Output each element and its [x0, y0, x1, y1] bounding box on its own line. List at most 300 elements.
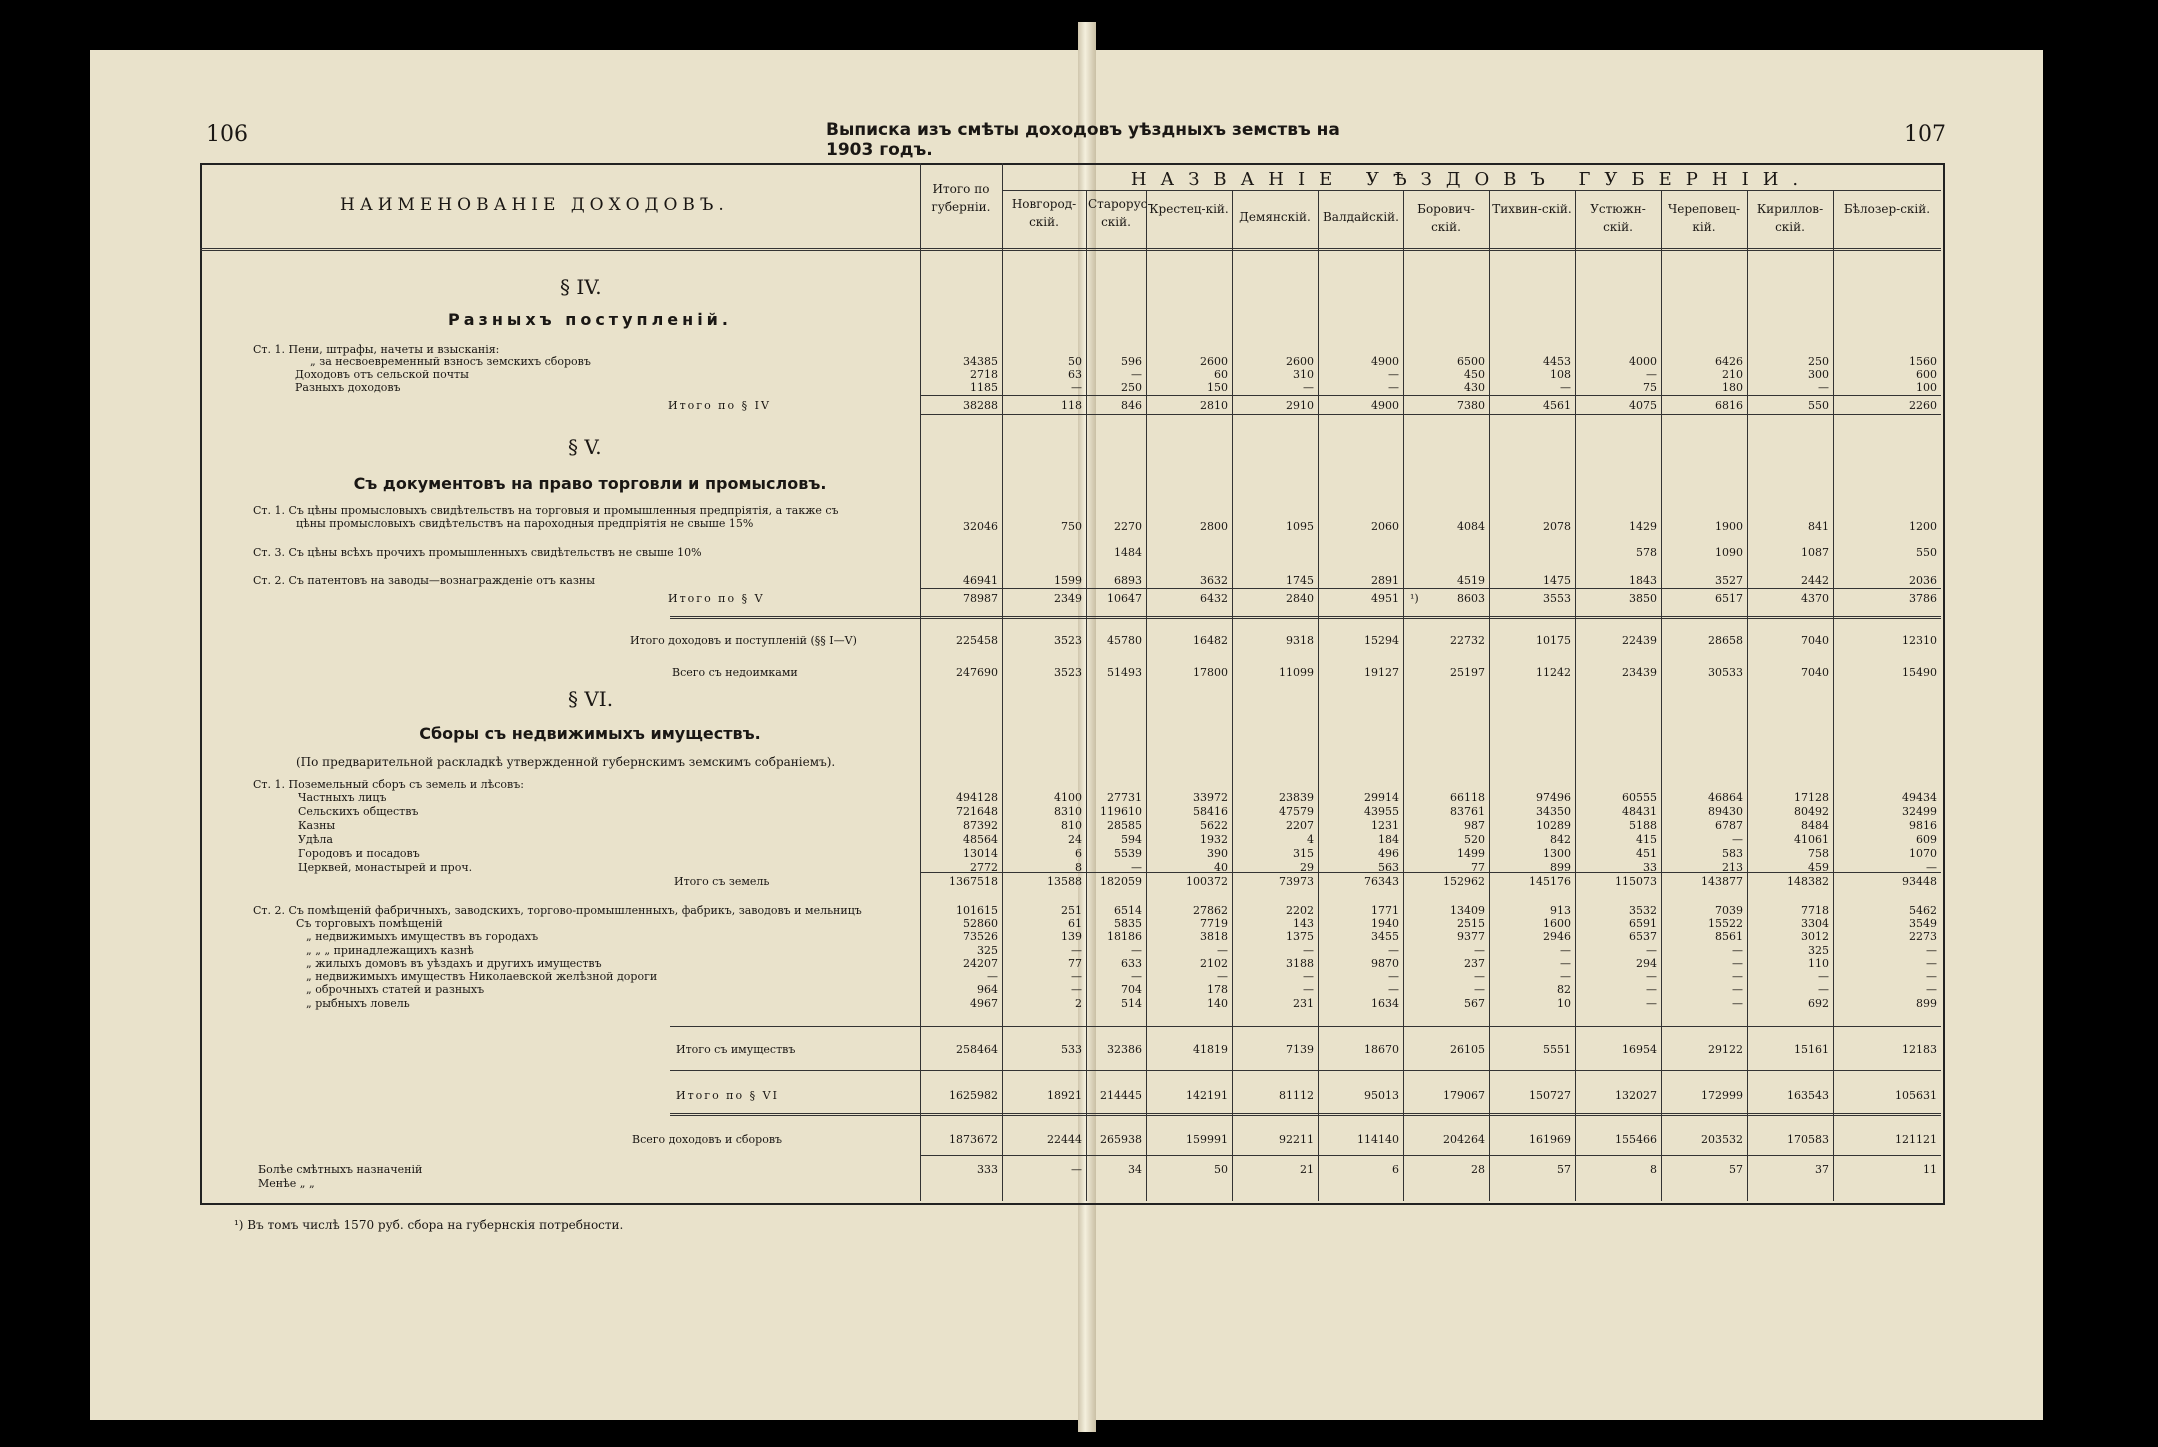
cell-value: 15522: [1708, 917, 1743, 930]
cell-value: 2772: [970, 861, 998, 874]
cell-value: 29914: [1364, 791, 1399, 804]
cell-value: —: [1071, 944, 1082, 957]
cell-value: 496: [1378, 847, 1399, 860]
cell-value: 315: [1293, 847, 1314, 860]
cell-value: —: [1818, 381, 1829, 394]
cell-value: 810: [1061, 819, 1082, 832]
cell-value: 2600: [1200, 355, 1228, 368]
cell-value: 23439: [1622, 666, 1657, 679]
cell-value: —: [1732, 983, 1743, 996]
cell-value: 152962: [1443, 875, 1485, 888]
cell-value: 1625982: [949, 1089, 998, 1102]
cell-value: 964: [977, 983, 998, 996]
cell-value: 7139: [1286, 1043, 1314, 1056]
cell-value: 22444: [1047, 1133, 1082, 1146]
cell-value: 8603: [1457, 592, 1485, 605]
cell-value: 118: [1061, 399, 1082, 412]
cell-value: 2946: [1543, 930, 1571, 943]
cell-value: 119610: [1100, 805, 1142, 818]
cell-value: —: [1131, 861, 1142, 874]
cell-value: 251: [1061, 904, 1082, 917]
cell-value: 1843: [1629, 574, 1657, 587]
cell-value: —: [1474, 970, 1485, 983]
cell-value: 3523: [1054, 634, 1082, 647]
cell-value: —: [1818, 983, 1829, 996]
cell-value: 6517: [1715, 592, 1743, 605]
cell-value: 4519: [1457, 574, 1485, 587]
cell-value: 1095: [1286, 520, 1314, 533]
row-label: „ недвижимыхъ имуществъ Николаевской желѣзной дороги: [306, 970, 658, 983]
cell-value: 3632: [1200, 574, 1228, 587]
cell-value: 913: [1550, 904, 1571, 917]
cell-value: 609: [1916, 833, 1937, 846]
cell-value: 7718: [1801, 904, 1829, 917]
row-sep: [670, 1070, 1941, 1071]
cell-value: 2078: [1543, 520, 1571, 533]
cell-value: 7039: [1715, 904, 1743, 917]
cell-value: 450: [1464, 368, 1485, 381]
row-label: „ рыбныхъ ловель: [306, 997, 410, 1010]
cell-value: 34385: [963, 355, 998, 368]
cell-value: 41061: [1794, 833, 1829, 846]
cell-value: —: [1303, 983, 1314, 996]
cell-value: 6514: [1114, 904, 1142, 917]
cell-value: —: [1131, 368, 1142, 381]
cell-value: 3523: [1054, 666, 1082, 679]
cell-value: 23839: [1279, 791, 1314, 804]
footnote: ¹) Въ томъ числѣ 1570 руб. сбора на губернскія потребности.: [234, 1218, 624, 1232]
cell-value: 4: [1307, 833, 1314, 846]
cell-value: 179067: [1443, 1089, 1485, 1102]
cell-value: 5462: [1909, 904, 1937, 917]
cell-value: 2270: [1114, 520, 1142, 533]
cell-value: 83761: [1450, 805, 1485, 818]
cell-value: 33972: [1193, 791, 1228, 804]
cell-value: 4967: [970, 997, 998, 1010]
cell-value: 6: [1392, 1163, 1399, 1176]
cell-value: 2515: [1457, 917, 1485, 930]
cell-value: 3527: [1715, 574, 1743, 587]
district-group-header: НАЗВАНІЕ УѢЗДОВЪ ГУБЕРНІИ.: [1130, 169, 1813, 190]
cell-value: 161969: [1529, 1133, 1571, 1146]
cell-value: 563: [1378, 861, 1399, 874]
cell-value: 24207: [963, 957, 998, 970]
cell-value: —: [1071, 983, 1082, 996]
row-label: „ „ „ принадлежащихъ казнѣ: [306, 944, 474, 957]
cell-value: 4084: [1457, 520, 1485, 533]
cell-value: 987: [1464, 819, 1485, 832]
cell-value: 250: [1121, 381, 1142, 394]
cell-value: 163543: [1787, 1089, 1829, 1102]
cell-value: 4000: [1629, 355, 1657, 368]
cell-value: 76343: [1364, 875, 1399, 888]
row-sep: [920, 1155, 1941, 1156]
cell-value: 750: [1061, 520, 1082, 533]
cell-value: 178: [1207, 983, 1228, 996]
cell-value: 10289: [1536, 819, 1571, 832]
cell-value: 721648: [956, 805, 998, 818]
cell-value: 43955: [1364, 805, 1399, 818]
row-label: Доходовъ отъ сельской почты: [295, 368, 469, 381]
row-label: Ст. 2. Съ помѣщеній фабричныхъ, заводскихъ, торгово-промышленныхъ, фабрикъ, заводовъ и мельницъ: [253, 904, 862, 917]
cell-value: —: [1560, 381, 1571, 394]
cell-value: 49434: [1902, 791, 1937, 804]
cell-value: 48431: [1622, 805, 1657, 818]
cell-value: 333: [977, 1163, 998, 1176]
cell-value: 8: [1075, 861, 1082, 874]
cell-value: 430: [1464, 381, 1485, 394]
row-label: Итого съ имуществъ: [676, 1043, 796, 1056]
cell-value: 5539: [1114, 847, 1142, 860]
cell-value: 172999: [1701, 1089, 1743, 1102]
cell-value: 2260: [1909, 399, 1937, 412]
cell-value: 66118: [1450, 791, 1485, 804]
cell-value: 6432: [1200, 592, 1228, 605]
cell-value: 34: [1128, 1163, 1142, 1176]
cell-value: 92211: [1279, 1133, 1314, 1146]
cell-value: —: [1646, 983, 1657, 996]
cell-value: 19127: [1364, 666, 1399, 679]
cell-value: 3188: [1286, 957, 1314, 970]
cell-value: 2800: [1200, 520, 1228, 533]
cell-value: 80492: [1794, 805, 1829, 818]
cell-value: 1200: [1909, 520, 1937, 533]
cell-value: —: [1388, 970, 1399, 983]
cell-value: 1429: [1629, 520, 1657, 533]
cell-value: —: [1303, 944, 1314, 957]
cell-value: 5551: [1543, 1043, 1571, 1056]
cell-value: 51493: [1107, 666, 1142, 679]
cell-value: —: [987, 970, 998, 983]
cell-value: 50: [1214, 1163, 1228, 1176]
cell-value: 5622: [1200, 819, 1228, 832]
cell-value: 3012: [1801, 930, 1829, 943]
cell-value: 1070: [1909, 847, 1937, 860]
cell-value: —: [1560, 957, 1571, 970]
row-label: Разныхъ доходовъ: [295, 381, 401, 394]
cell-value: 87392: [963, 819, 998, 832]
cell-value: 1873672: [949, 1133, 998, 1146]
cell-value: 150: [1207, 381, 1228, 394]
cell-value: —: [1388, 381, 1399, 394]
cell-value: 3786: [1909, 592, 1937, 605]
cell-value: 2060: [1371, 520, 1399, 533]
cell-value: 18921: [1047, 1089, 1082, 1102]
cell-value: 250: [1808, 355, 1829, 368]
cell-value: 2: [1075, 997, 1082, 1010]
cell-value: 30533: [1708, 666, 1743, 679]
cell-value: 18186: [1107, 930, 1142, 943]
cell-value: 11242: [1536, 666, 1571, 679]
cell-value: 204264: [1443, 1133, 1485, 1146]
cell-value: —: [1131, 944, 1142, 957]
total-label: Итого по § IV: [668, 399, 771, 412]
cell-value: 390: [1207, 847, 1228, 860]
cell-value: 28: [1471, 1163, 1485, 1176]
cell-value: —: [1926, 944, 1937, 957]
section-iv-symbol: § IV.: [560, 275, 602, 299]
cell-value: 265938: [1100, 1133, 1142, 1146]
row-label: Итого доходовъ и поступленій (§§ I—V): [630, 634, 857, 647]
cell-value: 22732: [1450, 634, 1485, 647]
row-label: Итого съ земель: [674, 875, 770, 888]
cell-value: 494128: [956, 791, 998, 804]
cell-value: 5835: [1114, 917, 1142, 930]
cell-value: 97496: [1536, 791, 1571, 804]
cell-value: 17128: [1794, 791, 1829, 804]
row-label: „ недвижимыхъ имуществъ въ городахъ: [306, 930, 539, 943]
cell-value: 578: [1636, 546, 1657, 559]
cell-value: 52860: [963, 917, 998, 930]
cell-value: 1940: [1371, 917, 1399, 930]
cell-value: 46864: [1708, 791, 1743, 804]
cell-value: 46941: [963, 574, 998, 587]
cell-value: —: [1071, 1163, 1082, 1176]
left-page-number: 106: [206, 122, 248, 147]
cell-value: 846: [1121, 399, 1142, 412]
cell-value: 3455: [1371, 930, 1399, 943]
row-label: Всего доходовъ и сборовъ: [632, 1133, 783, 1146]
cell-value: 4561: [1543, 399, 1571, 412]
cell-value: —: [1732, 957, 1743, 970]
cell-value: 16954: [1622, 1043, 1657, 1056]
cell-value: 145176: [1529, 875, 1571, 888]
cell-value: 13014: [963, 847, 998, 860]
row-sep: [670, 1113, 1941, 1116]
district-header: Крестец-кій.: [1149, 202, 1229, 216]
cell-value: 81112: [1279, 1089, 1314, 1102]
cell-value: 57: [1729, 1163, 1743, 1176]
cell-value: 3850: [1629, 592, 1657, 605]
cell-value: 45780: [1107, 634, 1142, 647]
row-label: „ оброчныхъ статей и разныхъ: [306, 983, 485, 996]
cell-value: 75: [1643, 381, 1657, 394]
cell-value: 28658: [1708, 634, 1743, 647]
cell-value: 24: [1068, 833, 1082, 846]
cell-value: 82: [1557, 983, 1571, 996]
cell-value: 231: [1293, 997, 1314, 1010]
row-label: Менѣе „ „: [258, 1177, 315, 1190]
cell-value: 29122: [1708, 1043, 1743, 1056]
cell-value: 899: [1550, 861, 1571, 874]
section-vi-title: Сборы съ недвижимыхъ имуществъ.: [419, 724, 761, 743]
cell-value: 2810: [1200, 399, 1228, 412]
cell-value: 40: [1214, 861, 1228, 874]
cell-value: 77: [1471, 861, 1485, 874]
cell-value: 182059: [1100, 875, 1142, 888]
cell-value: 4900: [1371, 399, 1399, 412]
cell-value: 1771: [1371, 904, 1399, 917]
cell-value: 6537: [1629, 930, 1657, 943]
cell-value: 101615: [956, 904, 998, 917]
row-label: Удѣла: [298, 833, 333, 846]
cell-value: 3818: [1200, 930, 1228, 943]
cell-value: 60555: [1622, 791, 1657, 804]
cell-value: 1375: [1286, 930, 1314, 943]
cell-value: 32046: [963, 520, 998, 533]
cell-value: 459: [1808, 861, 1829, 874]
cell-value: 170583: [1787, 1133, 1829, 1146]
cell-value: 1900: [1715, 520, 1743, 533]
cell-value: 4900: [1371, 355, 1399, 368]
cell-value: 61: [1068, 917, 1082, 930]
cell-value: 89430: [1708, 805, 1743, 818]
cell-value: 132027: [1615, 1089, 1657, 1102]
cell-value: 13588: [1047, 875, 1082, 888]
cell-value: —: [1303, 381, 1314, 394]
cell-value: —: [1388, 368, 1399, 381]
cell-value: 48564: [963, 833, 998, 846]
cell-value: 57: [1557, 1163, 1571, 1176]
cell-value: 27731: [1107, 791, 1142, 804]
cell-value: 842: [1550, 833, 1571, 846]
cell-value: 16482: [1193, 634, 1228, 647]
district-header: Череповец-кій.: [1667, 202, 1740, 234]
cell-value: 3304: [1801, 917, 1829, 930]
cell-value: 8561: [1715, 930, 1743, 943]
row-sep: [920, 395, 1941, 396]
cell-value: 50: [1068, 355, 1082, 368]
cell-value: 1367518: [949, 875, 998, 888]
row-label: Частныхъ лицъ: [298, 791, 387, 804]
total-label: Итого по § V: [668, 592, 765, 605]
cell-value: —: [1474, 944, 1485, 957]
cell-value: 294: [1636, 957, 1657, 970]
cell-value: 29: [1300, 861, 1314, 874]
district-header: Старорус-скій.: [1088, 197, 1152, 229]
cell-value: 95013: [1364, 1089, 1399, 1102]
header-bottom: [200, 248, 1941, 251]
cell-value: —: [1646, 997, 1657, 1010]
cell-value: 325: [1808, 944, 1829, 957]
cell-value: 15490: [1902, 666, 1937, 679]
cell-value: 596: [1121, 355, 1142, 368]
cell-value: 594: [1121, 833, 1142, 846]
cell-value: 7040: [1801, 666, 1829, 679]
cell-value: 148382: [1787, 875, 1829, 888]
cell-value: 100372: [1186, 875, 1228, 888]
cell-value: 214445: [1100, 1089, 1142, 1102]
cell-value: 8310: [1054, 805, 1082, 818]
cell-value: 26105: [1450, 1043, 1485, 1056]
row-label: Городовъ и посадовъ: [298, 847, 420, 860]
cell-value: 142191: [1186, 1089, 1228, 1102]
cell-value: 2102: [1200, 957, 1228, 970]
cell-value: —: [1926, 861, 1937, 874]
cell-value: 77: [1068, 957, 1082, 970]
row-label: Ст. 3. Съ цѣны всѣхъ прочихъ промышленныхъ свидѣтельствъ не свыше 10%: [253, 546, 702, 559]
cell-value: —: [1926, 957, 1937, 970]
district-header: Новгород-скій.: [1011, 197, 1077, 229]
cell-value: 37: [1815, 1163, 1829, 1176]
cell-value: 210: [1722, 368, 1743, 381]
row-label: Всего съ недоимками: [672, 666, 798, 679]
row-label: Казны: [298, 819, 336, 832]
cell-value: —: [1818, 970, 1829, 983]
row-label: Сельскихъ обществъ: [298, 805, 419, 818]
cell-value: 78987: [963, 592, 998, 605]
cell-value: —: [1071, 970, 1082, 983]
cell-value: 1932: [1200, 833, 1228, 846]
footnote-marker: ¹): [1410, 592, 1419, 605]
cell-value: —: [1732, 833, 1743, 846]
cell-value: 3549: [1909, 917, 1937, 930]
district-header: Валдайскій.: [1322, 210, 1399, 224]
cell-value: 11099: [1279, 666, 1314, 679]
cell-value: —: [1926, 970, 1937, 983]
cell-value: 6816: [1715, 399, 1743, 412]
cell-value: 550: [1916, 546, 1937, 559]
section-vi-note: (По предварительной раскладкѣ утвержденной губернскимъ земскимъ собраніемъ).: [296, 755, 836, 769]
cell-value: 12310: [1902, 634, 1937, 647]
cell-value: 4453: [1543, 355, 1571, 368]
cell-value: 3532: [1629, 904, 1657, 917]
cell-value: 41819: [1193, 1043, 1228, 1056]
cell-value: 2207: [1286, 819, 1314, 832]
cell-value: —: [1217, 970, 1228, 983]
cell-value: 1560: [1909, 355, 1937, 368]
cell-value: 73973: [1279, 875, 1314, 888]
cell-value: 237: [1464, 957, 1485, 970]
cell-value: 121121: [1895, 1133, 1937, 1146]
cell-value: 105631: [1895, 1089, 1937, 1102]
cell-value: —: [1646, 368, 1657, 381]
cell-value: 33: [1643, 861, 1657, 874]
cell-value: 114140: [1357, 1133, 1399, 1146]
row-label: Церквей, монастырей и проч.: [298, 861, 473, 874]
cell-value: 73526: [963, 930, 998, 943]
cell-value: 451: [1636, 847, 1657, 860]
cell-value: 47579: [1279, 805, 1314, 818]
cell-value: 28585: [1107, 819, 1142, 832]
cell-value: 899: [1916, 997, 1937, 1010]
cell-value: —: [1732, 970, 1743, 983]
cell-value: —: [1303, 970, 1314, 983]
cell-value: 325: [977, 944, 998, 957]
cell-value: 15161: [1794, 1043, 1829, 1056]
cell-value: 143: [1293, 917, 1314, 930]
cell-value: 25197: [1450, 666, 1485, 679]
cell-value: 32386: [1107, 1043, 1142, 1056]
cell-value: 10647: [1107, 592, 1142, 605]
cell-value: 110: [1808, 957, 1829, 970]
cell-value: 140: [1207, 997, 1228, 1010]
cell-value: 258464: [956, 1043, 998, 1056]
cell-value: 2273: [1909, 930, 1937, 943]
cell-value: 34350: [1536, 805, 1571, 818]
cell-value: 633: [1121, 957, 1142, 970]
cell-value: —: [1560, 944, 1571, 957]
name-col-header: НАИМЕНОВАНІЕ ДОХОДОВЪ.: [340, 195, 729, 215]
cell-value: 6591: [1629, 917, 1657, 930]
cell-value: 2910: [1286, 399, 1314, 412]
cell-value: 2349: [1054, 592, 1082, 605]
cell-value: 841: [1808, 520, 1829, 533]
cell-value: 6500: [1457, 355, 1485, 368]
cell-value: —: [1388, 944, 1399, 957]
cell-value: 1634: [1371, 997, 1399, 1010]
cell-value: 3553: [1543, 592, 1571, 605]
cell-value: 10: [1557, 997, 1571, 1010]
cell-value: 2600: [1286, 355, 1314, 368]
cell-value: —: [1474, 983, 1485, 996]
section-v-symbol: § V.: [568, 435, 602, 459]
cell-value: 203532: [1701, 1133, 1743, 1146]
cell-value: —: [1388, 983, 1399, 996]
district-header: Устюжн-скій.: [1590, 202, 1646, 234]
row-label: Съ торговыхъ помѣщеній: [296, 917, 443, 930]
total-col-header: Итого по губерніи.: [931, 182, 991, 214]
